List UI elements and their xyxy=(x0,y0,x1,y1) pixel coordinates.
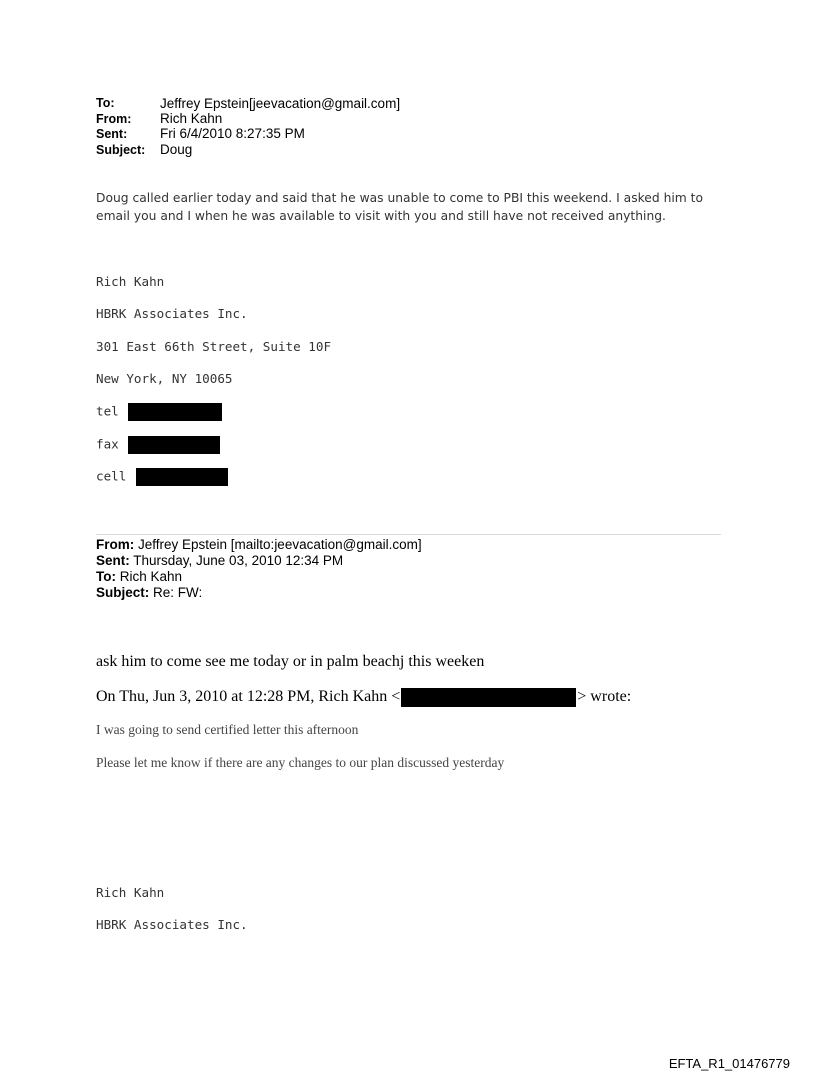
forwarded-subject-label: Subject: xyxy=(96,585,150,600)
sent-value: Fri 6/4/2010 8:27:35 PM xyxy=(160,126,305,141)
forwarded-to-value: Rich Kahn xyxy=(116,569,183,584)
from-label: From: xyxy=(96,112,132,126)
signature-address: 301 East 66th Street, Suite 10F xyxy=(96,339,332,354)
from-value: Rich Kahn xyxy=(160,111,223,126)
signature-city: New York, NY 10065 xyxy=(96,371,233,386)
email-body-paragraph: Doug called earlier today and said that he was unable to come to PBI this weekend. I asked him to email you and I when he was available to visit with you and still have not received anything. xyxy=(96,191,704,223)
forwarded-subject-value: Re: FW: xyxy=(149,585,203,600)
signature-tel xyxy=(96,403,222,421)
quoted-line-2: Please let me know if there are any changes to our plan discussed yesterday xyxy=(96,755,505,770)
signature-company: HBRK Associates Inc. xyxy=(96,306,248,321)
quote-intro-after: > wrote: xyxy=(577,688,632,706)
signature2-company: HBRK Associates Inc. xyxy=(96,917,248,932)
subject-value: Doug xyxy=(160,142,193,157)
quote-intro-before: On Thu, Jun 3, 2010 at 12:28 PM, Rich Kahn < xyxy=(96,688,401,706)
forwarded-sent-label: Sent: xyxy=(96,553,130,568)
redaction-bar xyxy=(128,436,220,454)
signature-fax xyxy=(96,436,220,454)
document-id: EFTA_R1_01476779 xyxy=(668,1056,790,1071)
separator-line xyxy=(96,534,721,535)
sent-label: Sent: xyxy=(96,127,128,141)
forwarded-to xyxy=(96,569,182,584)
forwarded-from xyxy=(96,537,422,552)
quote-intro xyxy=(96,688,631,707)
redaction-bar xyxy=(128,403,222,421)
tel-label: tel xyxy=(96,403,119,419)
signature-name: Rich Kahn xyxy=(96,274,165,289)
to-value: Jeffrey Epstein[jeevacation@gmail.com] xyxy=(160,96,401,111)
subject-label: Subject: xyxy=(96,143,146,157)
cell-label: cell xyxy=(96,468,127,484)
signature2-name: Rich Kahn xyxy=(96,885,165,900)
to-label: To: xyxy=(96,96,115,110)
forwarded-subject xyxy=(96,585,202,600)
forwarded-sent-value: Thursday, June 03, 2010 12:34 PM xyxy=(129,553,344,568)
fax-label: fax xyxy=(96,436,119,452)
forwarded-sent xyxy=(96,553,343,568)
signature-cell xyxy=(96,468,228,486)
reply-message: ask him to come see me today or in palm beachj this weeken xyxy=(96,653,485,670)
forwarded-from-label: From: xyxy=(96,537,135,552)
redaction-bar xyxy=(401,688,576,707)
forwarded-to-label: To: xyxy=(96,569,116,584)
forwarded-from-value: Jeffrey Epstein [mailto:jeevacation@gmail.com] xyxy=(134,537,422,552)
redaction-bar xyxy=(136,468,228,486)
quoted-line-1: I was going to send certified letter this afternoon xyxy=(96,722,359,737)
